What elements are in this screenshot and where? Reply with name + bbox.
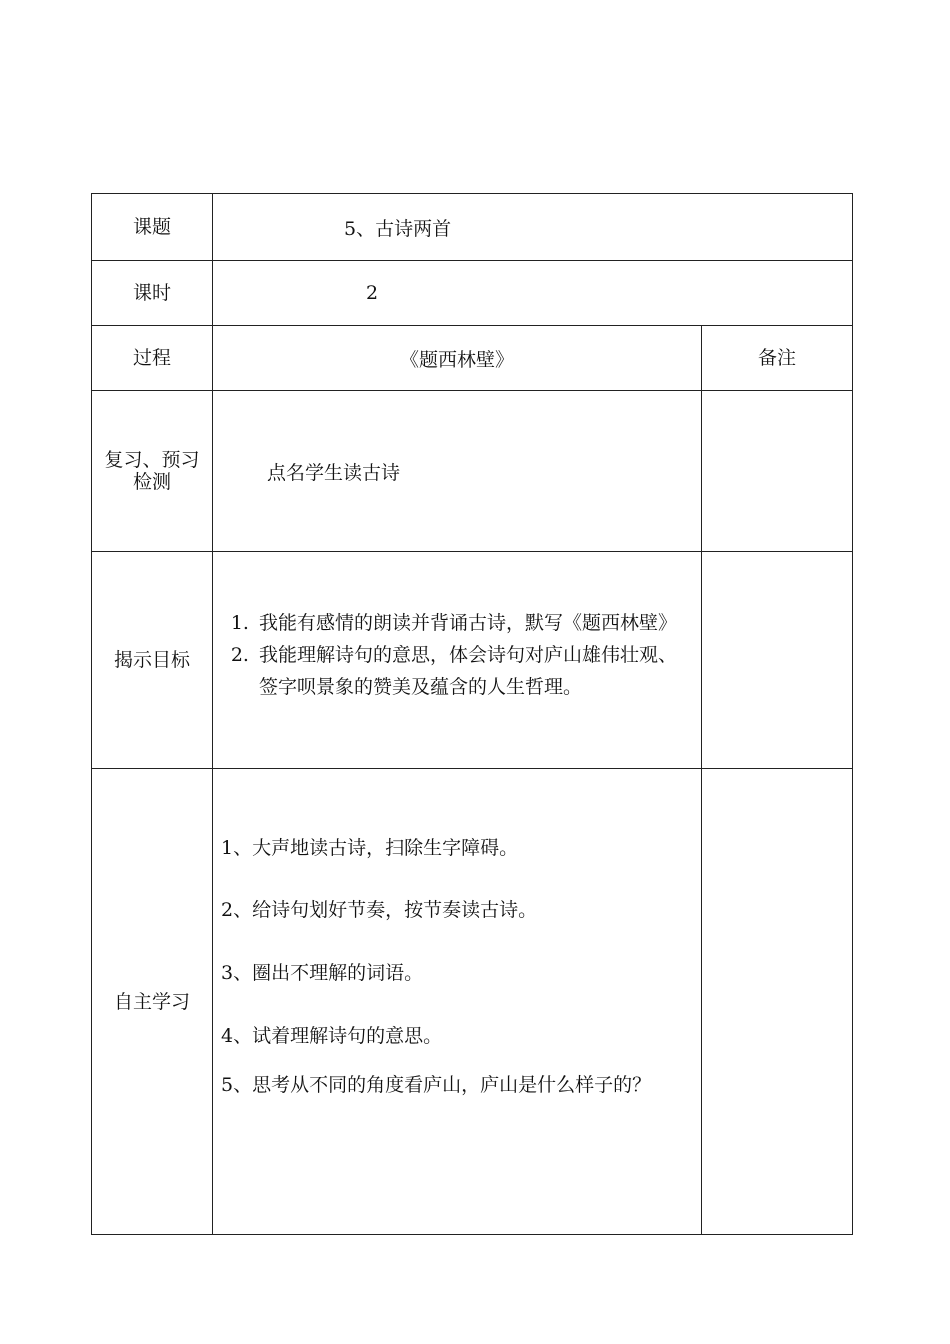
self-study-step: 4、试着理解诗句的意思。 [221,1025,443,1047]
topic-value: 5、古诗两首 [344,217,452,240]
self-study-steps [213,837,701,1166]
goals-cell [213,552,702,769]
goal-item: 2. 我能理解诗句的意思，体会诗句对庐山雄伟壮观、签字呗景象的赞美及蕴含的人生哲理。 [255,639,693,703]
hours-value-cell [213,261,853,326]
self-study-step: 2、给诗句划好节奏，按节奏读古诗。 [221,899,538,921]
goals-label: 揭示目标 [92,552,213,769]
process-label: 过程 [92,326,213,391]
topic-row [92,194,853,261]
review-label: 复习、预习检测 [92,391,213,552]
review-row [92,391,853,552]
self-study-cell [213,769,702,1235]
self-study-notes-cell [702,769,853,1235]
process-value: 《题西林壁》 [213,326,702,391]
self-study-label: 自主学习 [92,769,213,1235]
goals-row [92,552,853,769]
hours-label: 课时 [92,261,213,326]
review-notes-cell [702,391,853,552]
self-study-row [92,769,853,1235]
topic-value-cell [213,194,853,261]
self-study-step: 5、思考从不同的角度看庐山，庐山是什么样子的？ [221,1074,652,1096]
self-study-step: 1、大声地读古诗，扫除生字障碍。 [221,837,519,859]
goals-list [213,607,701,713]
hours-row [92,261,853,326]
review-value-cell [213,391,702,552]
goal-item: 1. 我能有感情的朗读并背诵古诗，默写《题西林壁》 [255,607,693,639]
hours-value: 2 [366,282,379,304]
self-study-step: 3、圈出不理解的词语。 [221,962,424,984]
process-row [92,326,853,391]
notes-label: 备注 [702,326,853,391]
topic-label: 课题 [92,194,213,261]
lesson-plan-table [91,193,853,1235]
goals-notes-cell [702,552,853,769]
review-value: 点名学生读古诗 [267,461,401,484]
